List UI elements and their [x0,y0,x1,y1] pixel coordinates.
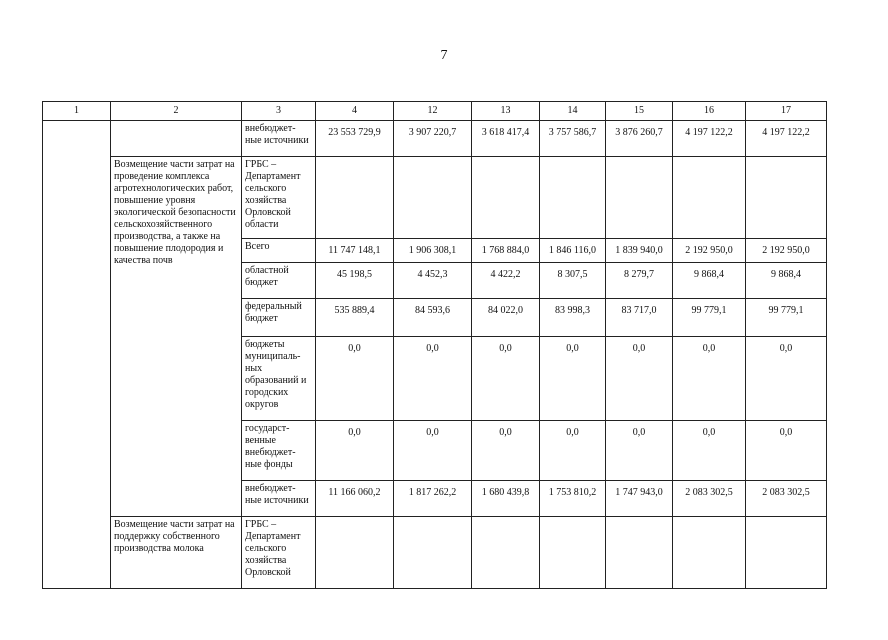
header-cell: 3 [242,102,316,121]
value-cell: 1 846 116,0 [540,239,606,263]
value-cell: 83 717,0 [606,299,673,337]
value-cell: 1 768 884,0 [472,239,540,263]
budget-table [42,101,827,589]
value-cell [472,157,540,239]
value-cell: 4 197 122,2 [746,121,827,157]
table-row [43,517,827,589]
page-number: 7 [440,48,448,63]
value-cell: 0,0 [673,337,746,421]
header-cell: 1 [43,102,111,121]
source-cell: государст-венные внебюджет-ные фонды [242,421,316,481]
header-cell: 16 [673,102,746,121]
grbs-cell: ГРБС – Департамент сельского хозяйства Орловской области [242,157,316,239]
value-cell [540,157,606,239]
value-cell: 4 422,2 [472,263,540,299]
value-cell: 1 753 810,2 [540,481,606,517]
header-cell: 4 [316,102,394,121]
value-cell: 2 083 302,5 [673,481,746,517]
value-cell: 84 022,0 [472,299,540,337]
value-cell: 1 680 439,8 [472,481,540,517]
value-cell: 0,0 [746,337,827,421]
value-cell: 0,0 [606,421,673,481]
value-cell: 0,0 [394,337,472,421]
header-cell: 2 [111,102,242,121]
value-cell: 535 889,4 [316,299,394,337]
value-cell: 9 868,4 [673,263,746,299]
value-cell: 0,0 [394,421,472,481]
value-cell: 23 553 729,9 [316,121,394,157]
value-cell: 2 192 950,0 [746,239,827,263]
value-cell: 0,0 [472,421,540,481]
value-cell: 3 907 220,7 [394,121,472,157]
header-cell: 15 [606,102,673,121]
value-cell: 1 839 940,0 [606,239,673,263]
value-cell: 45 198,5 [316,263,394,299]
value-cell [540,517,606,589]
value-cell [746,517,827,589]
value-cell: 8 307,5 [540,263,606,299]
header-row [43,102,827,121]
value-cell [472,517,540,589]
value-cell [673,517,746,589]
value-cell [394,157,472,239]
value-cell: 0,0 [472,337,540,421]
value-cell: 3 757 586,7 [540,121,606,157]
value-cell [673,157,746,239]
value-cell: 83 998,3 [540,299,606,337]
header-cell: 12 [394,102,472,121]
measure-name-cell: Возмещение части затрат на поддержку собственного производства молока [111,517,242,589]
value-cell: 4 197 122,2 [673,121,746,157]
value-cell: 1 747 943,0 [606,481,673,517]
value-cell: 3 618 417,4 [472,121,540,157]
source-cell: областной бюджет [242,263,316,299]
column-1-cell [43,121,111,589]
value-cell: 99 779,1 [746,299,827,337]
value-cell: 8 279,7 [606,263,673,299]
value-cell: 1 906 308,1 [394,239,472,263]
source-cell: внебюджет-ные источники [242,121,316,157]
value-cell: 1 817 262,2 [394,481,472,517]
value-cell [606,157,673,239]
value-cell [746,157,827,239]
value-cell: 11 747 148,1 [316,239,394,263]
value-cell [316,157,394,239]
header-cell: 17 [746,102,827,121]
value-cell: 0,0 [606,337,673,421]
value-cell: 0,0 [316,337,394,421]
measure-name-cell [111,121,242,157]
source-cell: федеральный бюджет [242,299,316,337]
value-cell: 0,0 [540,337,606,421]
value-cell: 0,0 [540,421,606,481]
value-cell [394,517,472,589]
value-cell: 0,0 [316,421,394,481]
header-cell: 14 [540,102,606,121]
grbs-cell: ГРБС – Департамент сельского хозяйства Орловской [242,517,316,589]
value-cell: 2 083 302,5 [746,481,827,517]
value-cell: 9 868,4 [746,263,827,299]
value-cell: 11 166 060,2 [316,481,394,517]
measure-name-cell: Возмещение части затрат на проведение комплекса агротехнологических работ, повышение уровня экологической безопасности сельскохозяйственного производства, а также на повышение плодородия и качества почв [111,157,242,517]
value-cell [606,517,673,589]
value-cell: 4 452,3 [394,263,472,299]
table-row [43,157,827,239]
table-row [43,121,827,157]
header-cell: 13 [472,102,540,121]
value-cell: 3 876 260,7 [606,121,673,157]
value-cell: 2 192 950,0 [673,239,746,263]
source-cell: Всего [242,239,316,263]
source-cell: бюджеты муниципаль-ных образований и городских округов [242,337,316,421]
value-cell [316,517,394,589]
value-cell: 99 779,1 [673,299,746,337]
value-cell: 0,0 [746,421,827,481]
source-cell: внебюджет-ные источники [242,481,316,517]
value-cell: 0,0 [673,421,746,481]
value-cell: 84 593,6 [394,299,472,337]
